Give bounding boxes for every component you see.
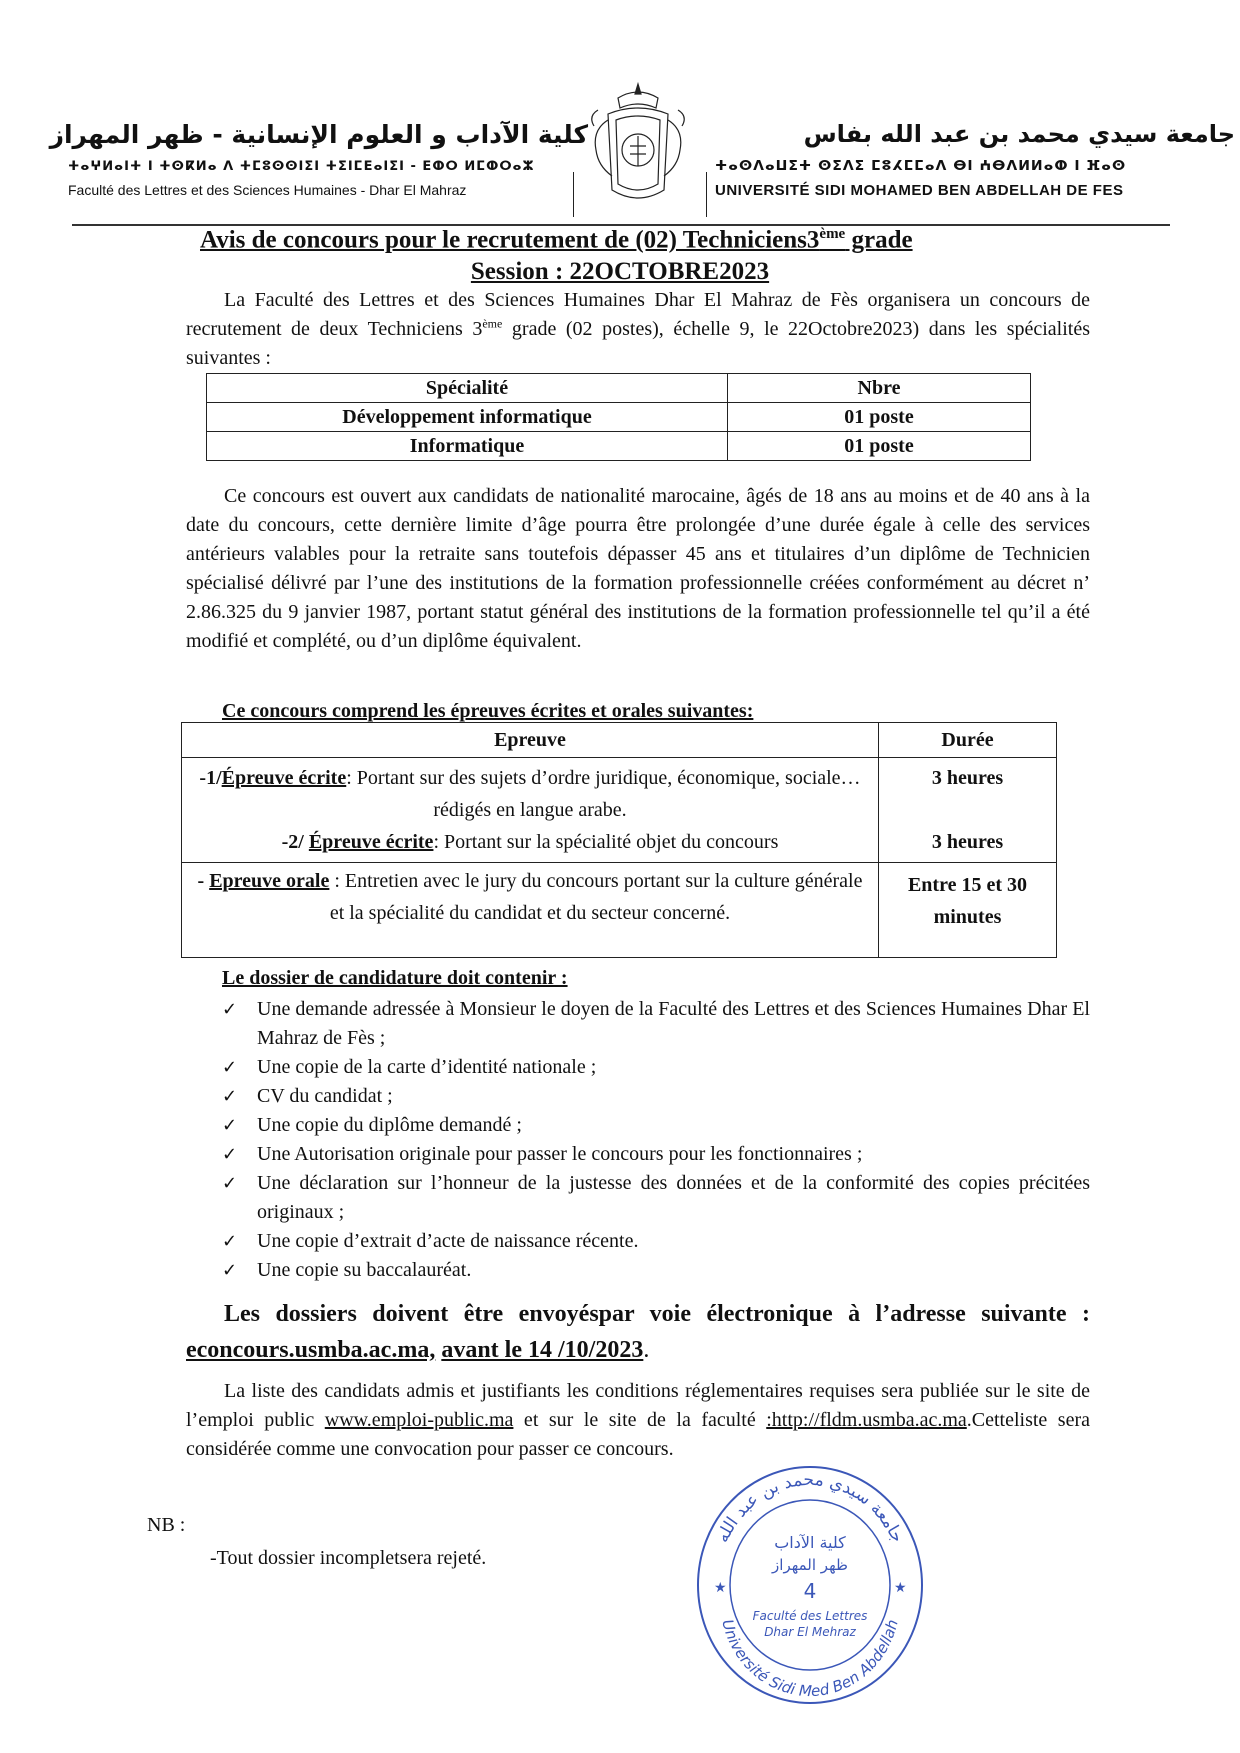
table-row — [207, 432, 1031, 461]
table-cell: Informatique — [207, 432, 728, 461]
check-icon: ✓ — [222, 999, 238, 1020]
table-header-row — [207, 374, 1031, 403]
submission-address: econcours.usmba.ac.ma, — [186, 1337, 436, 1363]
exams-table — [181, 722, 1057, 958]
check-icon: ✓ — [222, 1057, 238, 1078]
table-header: Spécialité — [207, 374, 728, 403]
list-item — [220, 1227, 1090, 1256]
specialities-table — [206, 373, 1031, 461]
table-header: Durée — [879, 723, 1057, 758]
stamp-outer-arabic-path: جامعة سيدي محمد بن عبد الله — [712, 1469, 908, 1546]
faculty-name-french: Faculté des Lettres et des Sciences Humaines - Dhar El Mahraz — [68, 182, 467, 198]
stamp-inner-french-2: Dhar El Mehraz — [764, 1625, 856, 1639]
university-name-arabic: جامعة سيدي محمد بن عبد الله بفاس — [803, 120, 1235, 148]
university-name-french: UNIVERSITÉ SIDI MOHAMED BEN ABDELLAH DE FES — [715, 182, 1124, 199]
list-item — [220, 1082, 1090, 1111]
publication-text-3: .Cetteliste sera considérée comme une convocation pour passer ce concours. — [186, 1409, 1090, 1460]
submission-deadline: avant le 14 /10/2023 — [441, 1337, 644, 1363]
list-item-text: Une copie su baccalauréat. — [257, 1259, 472, 1281]
written-exam-2-label: Épreuve écrite — [308, 831, 434, 853]
table-cell — [879, 758, 1057, 863]
list-item — [220, 1169, 1090, 1227]
check-icon: ✓ — [222, 1231, 238, 1252]
table-cell: 01 poste — [728, 403, 1031, 432]
university-name-tifinagh: ⵜⴰⵙⴷⴰⵡⵉⵜ ⵙⵉⴷⵉ ⵎⵓⵃⵎⵎⴰⴷ ⴱⵏ ⵄⴱⴷⵍⵍⴰⵀ ⵏ ⴼⴰⵙ — [715, 158, 1127, 174]
list-item-text: Une Autorisation originale pour passer le concours pour les fonctionnaires ; — [257, 1143, 863, 1165]
oral-exam-label: Epreuve orale — [209, 870, 330, 892]
submission-text: Les dossiers doivent être envoyéspar voie électronique à l’adresse suivante : — [224, 1301, 1090, 1327]
nb-label: NB : — [147, 1514, 186, 1536]
list-item-text: CV du candidat ; — [257, 1085, 393, 1107]
check-icon: ✓ — [222, 1115, 238, 1136]
list-item-text: Une demande adressée à Monsieur le doyen de la Faculté des Lettres et des Sciences Humaines Dhar El Mahraz de Fès ; — [257, 998, 1090, 1049]
intro-paragraph — [186, 286, 1090, 373]
official-stamp — [690, 1460, 930, 1710]
table-cell: 01 poste — [728, 432, 1031, 461]
exams-heading: Ce concours comprend les épreuves écrites et orales suivantes: — [222, 700, 754, 722]
list-item-text: Une copie d’extrait d’acte de naissance récente. — [257, 1230, 639, 1252]
table-row — [182, 863, 1057, 958]
check-icon: ✓ — [222, 1173, 238, 1194]
list-item — [220, 1140, 1090, 1169]
list-item — [220, 995, 1090, 1053]
nb-text: -Tout dossier incompletsera rejeté. — [210, 1547, 487, 1569]
submission-end: . — [643, 1337, 650, 1363]
written-exam-1 — [192, 762, 868, 826]
stamp-star-icon: ★ — [894, 1580, 907, 1596]
notice-title-end: grade — [845, 226, 913, 254]
written-exam-1-text: : Portant sur des sujets d’ordre juridique, économique, sociale…rédigés en langue arabe. — [346, 767, 861, 821]
notice-title — [200, 226, 1040, 254]
stamp-inner-french-1: Faculté des Lettres — [752, 1609, 868, 1623]
table-cell — [182, 758, 879, 863]
list-item — [220, 1256, 1090, 1285]
letterhead — [49, 80, 1235, 220]
conditions-paragraph: Ce concours est ouvert aux candidats de nationalité marocaine, âgés de 18 ans au moins et de 40 ans à la date du concours, cette dernière limite d’âge pourra être prolongée d’une durée égale à celle des services antérieurs valables pour la retraite sans toutefois dépasser 45 ans et titulaires d’un diplôme de Technicien spécialisé délivré par l’une des institutions de la formation professionnelle créées conformément au décret n’ 2.86.325 du 9 janvier 1987, portant statut général des institutions de la formation professionnelle tel qu’il a été modifié et complété, ou d’un diplôme équivalent. — [186, 485, 1090, 652]
table-cell — [182, 863, 879, 958]
table-cell: Développement informatique — [207, 403, 728, 432]
check-icon: ✓ — [222, 1086, 238, 1107]
header-separator-right — [706, 172, 707, 217]
written-exam-1-prefix: -1/ — [199, 767, 222, 789]
list-item — [220, 1053, 1090, 1082]
faculty-name-arabic: كلية الآداب و العلوم الإنسانية - ظهر المهراز — [49, 120, 588, 149]
oral-exam-prefix: - — [197, 870, 210, 892]
list-item-text: Une déclaration sur l’honneur de la justesse des données et de la conformité des copies précitées originaux ; — [257, 1172, 1090, 1223]
intro-text: La Faculté des Lettres et des Sciences Humaines Dhar El Mahraz de Fès organisera un concours de recrutement de deux Techniciens 3 — [186, 289, 1090, 340]
stamp-inner-arabic-1: كلية الآداب — [774, 1533, 846, 1552]
intro-text-end: grade (02 postes), échelle 9, le 22Octobre2023) dans les spécialités suivantes : — [186, 318, 1090, 369]
oral-exam-duration: Entre 15 et 30 minutes — [907, 874, 1028, 928]
royal-emblem-icon — [578, 80, 698, 210]
dossier-list — [220, 995, 1090, 1285]
stamp-outer-french-path: Université Sidi Med Ben Abdellah — [718, 1617, 902, 1701]
faculty-block — [49, 120, 588, 198]
list-item-text: Une copie de la carte d’identité nationale ; — [257, 1056, 597, 1078]
table-cell — [879, 863, 1057, 958]
publication-text: La liste des candidats admis et justifiants les conditions réglementaires requises sera publiée sur le site de l’emploi public — [186, 1380, 1090, 1431]
stamp-number: 4 — [803, 1579, 817, 1603]
check-icon: ✓ — [222, 1260, 238, 1281]
faculty-site-link[interactable]: :http://fldm.usmba.ac.ma — [766, 1409, 967, 1431]
written-exam-1-duration: 3 heures — [931, 767, 1004, 789]
written-exam-1-label: Épreuve écrite — [221, 767, 347, 789]
table-row — [207, 403, 1031, 432]
oral-exam — [192, 865, 868, 929]
stamp-star-icon: ★ — [714, 1580, 727, 1596]
session-title: Session : 22OCTOBRE2023 — [470, 258, 770, 285]
written-exam-2 — [192, 826, 868, 858]
dossier-heading: Le dossier de candidature doit contenir : — [222, 967, 568, 989]
list-item — [220, 1111, 1090, 1140]
list-item-text: Une copie du diplôme demandé ; — [257, 1114, 522, 1136]
notice-title-sup: ème — [819, 226, 846, 242]
university-block — [715, 120, 1235, 199]
notice-title-text: Avis de concours pour le recrutement de (02) Techniciens3 — [200, 226, 820, 254]
table-header: Epreuve — [182, 723, 879, 758]
table-header: Nbre — [728, 374, 1031, 403]
table-header-row — [182, 723, 1057, 758]
written-exam-2-text: : Portant sur la spécialité objet du concours — [433, 831, 779, 853]
written-exam-2-prefix: -2/ — [281, 831, 309, 853]
faculty-name-tifinagh: ⵜⴰⵖⵍⴰⵏⵜ ⵏ ⵜⵙⴽⵍⴰ ⴷ ⵜⵎⵓⵙⵙⵏⵉⵏ ⵜⵉⵏⵎⴹⴰⵏⵉⵏ - ⴹⵀⵔ ⵍⵎⵀⵔⴰⵣ — [68, 159, 535, 174]
publication-paragraph — [186, 1377, 1090, 1464]
emploi-public-link[interactable]: www.emploi-public.ma — [324, 1409, 514, 1431]
written-exam-2-duration: 3 heures — [931, 831, 1004, 853]
header-separator-left — [573, 172, 574, 217]
table-row — [182, 758, 1057, 863]
publication-text-2: et sur le site de la faculté — [513, 1409, 767, 1431]
stamp-inner-arabic-2: ظهر المهراز — [772, 1556, 848, 1574]
submission-notice — [186, 1296, 1090, 1368]
oral-exam-text: : Entretien avec le jury du concours portant sur la culture générale et la spécialité du candidat et du secteur concerné. — [329, 870, 863, 924]
intro-sup: ème — [482, 316, 503, 331]
check-icon: ✓ — [222, 1144, 238, 1165]
